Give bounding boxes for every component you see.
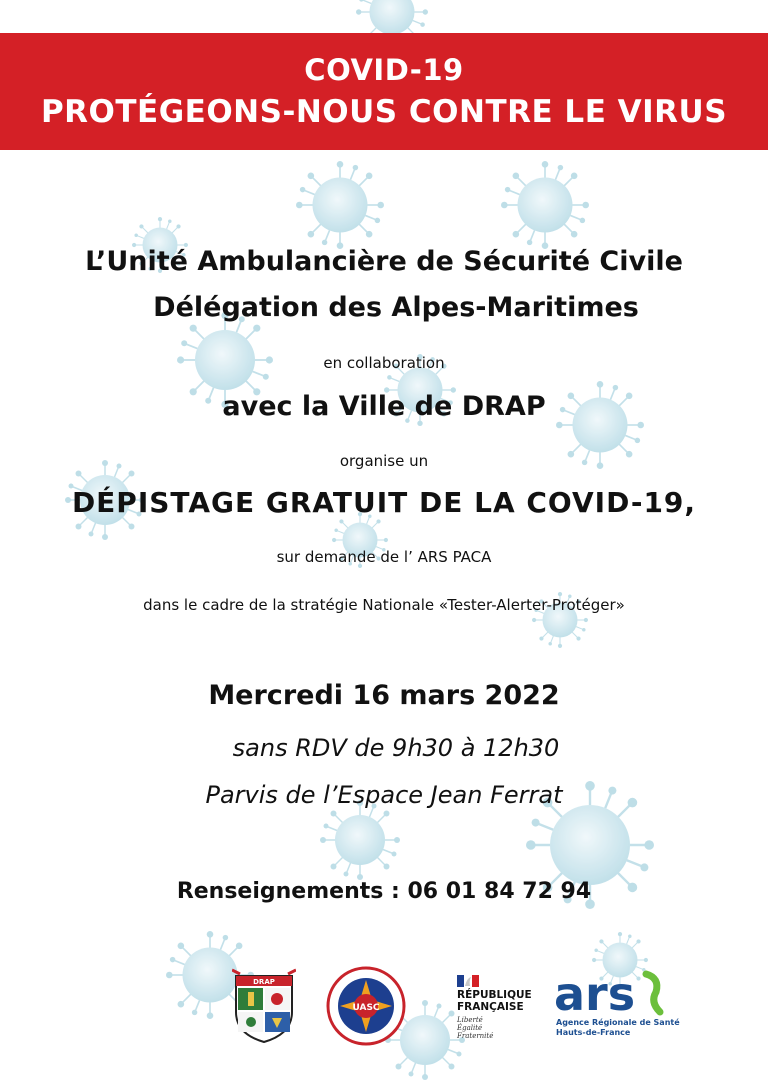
banner-subtitle: PROTÉGEONS-NOUS CONTRE LE VIRUS — [40, 93, 728, 130]
drap-label: DRAP — [253, 978, 275, 986]
organizer-name: L’Unité Ambulancière de Sécurité Civile — [85, 246, 683, 277]
ars-subtitle: Agence Régionale de Santé Hauts-de-France — [556, 1018, 680, 1037]
collaboration-text: en collaboration — [323, 354, 445, 372]
uasc-label: UASC — [352, 1003, 380, 1013]
drap-coat-of-arms-logo — [232, 968, 296, 1044]
ars-wordmark: ars — [554, 968, 636, 1020]
strategy-text: dans le cadre de la stratégie Nationale «Tester-Alerter-Protéger» — [143, 596, 625, 614]
event-title: DÉPISTAGE GRATUIT DE LA COVID-19, — [71, 486, 697, 519]
organizer-delegation: Délégation des Alpes-Maritimes — [153, 292, 639, 323]
partner-city: avec la Ville de DRAP — [222, 391, 546, 422]
uasc-badge-logo — [326, 966, 406, 1046]
organise-text: organise un — [339, 452, 429, 470]
event-hours: sans RDV de 9h30 à 12h30 — [232, 734, 560, 762]
republique-motto: Liberté Égalité Fraternité — [457, 1016, 494, 1040]
banner-title: COVID-19 — [304, 52, 464, 87]
republique-francaise-logo — [457, 975, 547, 1045]
event-date: Mercredi 16 mars 2022 — [208, 680, 560, 711]
contact-phone: Renseignements : 06 01 84 72 94 — [176, 879, 592, 904]
request-text: sur demande de l’ ARS PACA — [276, 548, 492, 566]
ars-logo — [552, 968, 672, 1020]
marianne-flag-icon — [457, 975, 479, 987]
republique-text: RÉPUBLIQUE FRANÇAISE — [457, 989, 532, 1013]
event-location: Parvis de l’Espace Jean Ferrat — [205, 781, 563, 809]
